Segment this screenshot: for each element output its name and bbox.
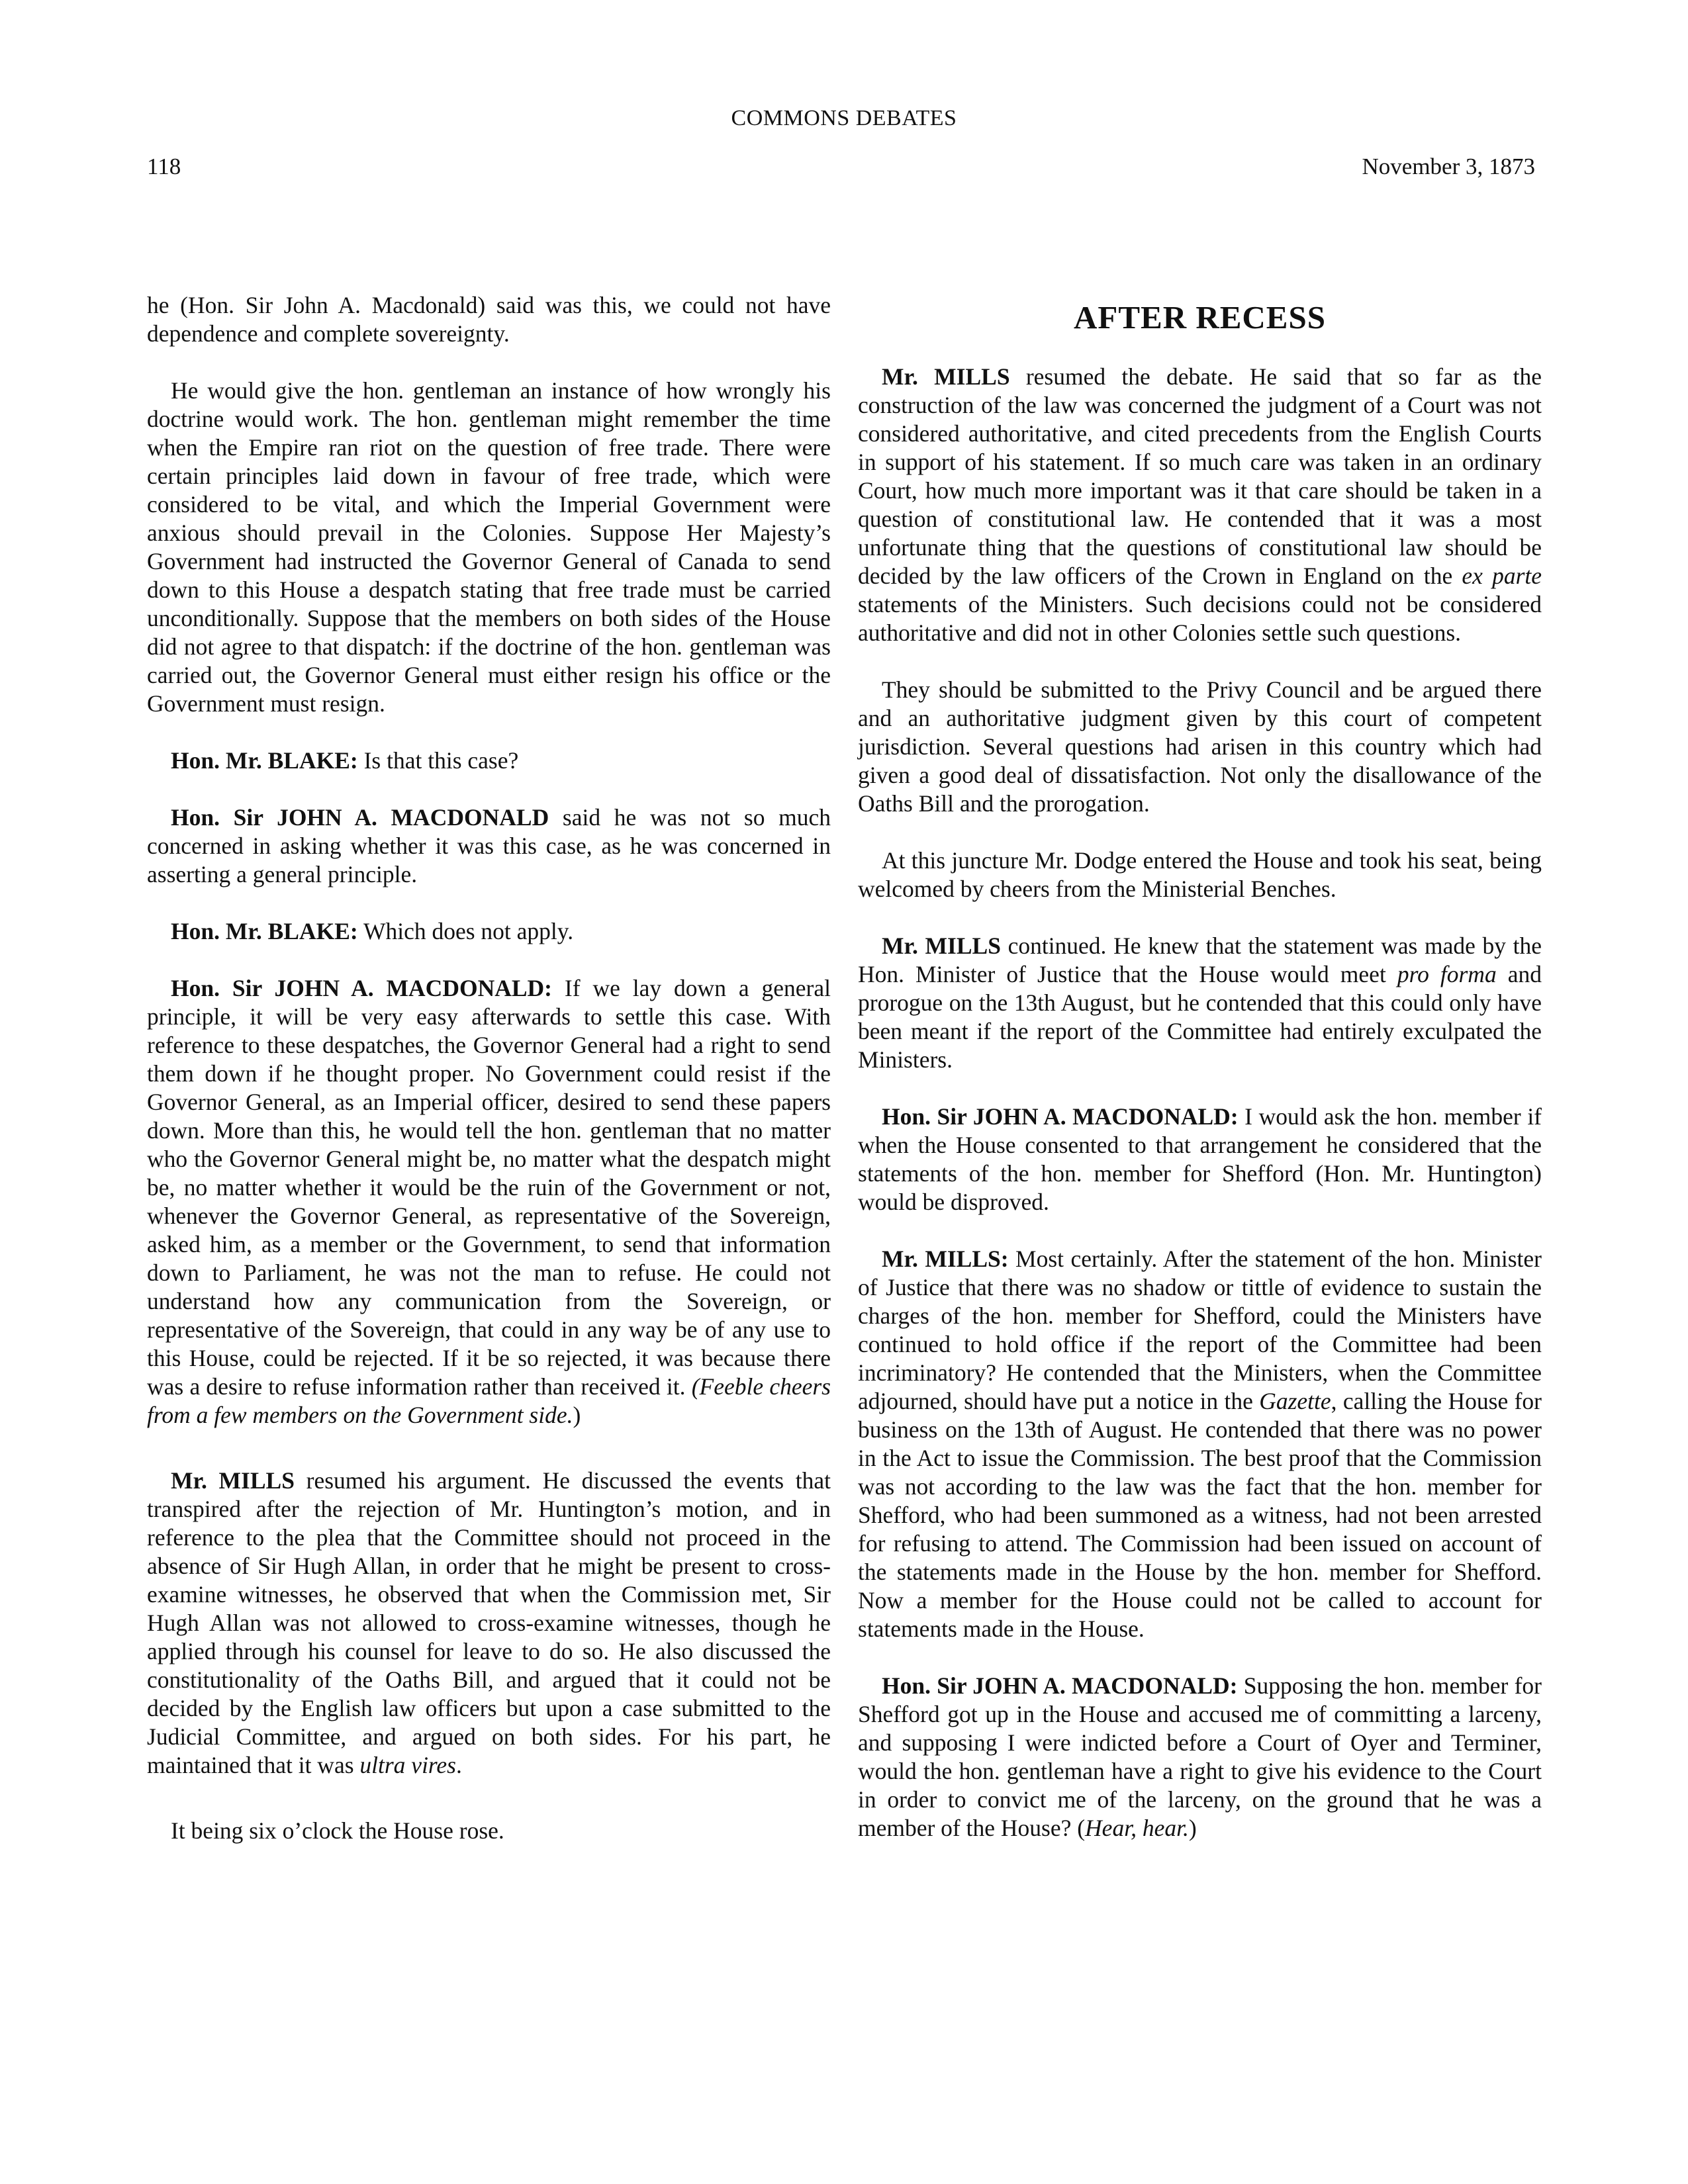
speaker-name: Hon. Sir JOHN A. MACDONALD: bbox=[882, 1672, 1238, 1699]
left-column bbox=[147, 291, 831, 1845]
paragraph-macdonald-principle bbox=[147, 974, 831, 1430]
speech-text: ) bbox=[1188, 1815, 1197, 1841]
speech-text: . bbox=[456, 1752, 462, 1778]
paragraph-blake-remark bbox=[147, 917, 831, 946]
speech-text: resumed the debate. He said that so far as the construction of the law was concerned the judgment of a Court was not considered authoritative, and cited precedents from the English Courts in support of his statement. If so much care was taken in an ordinary Court, how much more important was it that care should be taken in a question of constitutional law. He contended that it was a most unfortunate thing that the questions of constitutional law should be decided by the law officers of the Crown in England on the bbox=[858, 363, 1542, 589]
speech-text: Most certainly. After the statement of the hon. Minister of Justice that there was no shadow or tittle of evidence to sustain the charges of the hon. member for Shefford, could the Ministers have continued to hold office if the report of the Committee had been incriminatory? He contended that the Ministers, when the Committee adjourned, should have put a notice in the bbox=[858, 1246, 1542, 1414]
speech-text: said he was not so much concerned in asking whether it was this case, as he was concerned in asserting a general principle. bbox=[147, 804, 831, 887]
paragraph-mills-continued bbox=[858, 932, 1542, 1074]
paragraph-blake-question bbox=[147, 747, 831, 775]
publication-title: Gazette bbox=[1259, 1388, 1331, 1414]
speaker-name: Mr. MILLS bbox=[882, 363, 1010, 390]
speech-text: resumed his argument. He discussed the events that transpired after the rejection of Mr. Huntington’s motion, and in reference to the plea that the Committee should not proceed in the absence of Sir Hugh Allan, in order that he might be present to cross-examine witnesses, he observed that when the Commission met, Sir Hugh Allan was not allowed to cross-examine witnesses, though he applied through his counsel for leave to do so. He also discussed the constitutionality of the Oaths Bill, and argued that it could not be decided by the English law officers but upon a case submitted to the Judicial Committee, and argued on both sides. For his part, he maintained that it was bbox=[147, 1467, 831, 1778]
paragraph-privy-council: They should be submitted to the Privy Council and be argued there and an authoritative judgment given by this court of competent jurisdiction. Several questions had arisen in this country which had given a good deal of dissatisfaction. Not only the disallowance of the Oaths Bill and the prorogation. bbox=[858, 676, 1542, 817]
paragraph-macdonald-reply bbox=[147, 803, 831, 889]
speaker-name: Hon. Sir JOHN A. MACDONALD: bbox=[171, 975, 552, 1001]
paragraph-free-trade-example: He would give the hon. gentleman an instance of how wrongly his doctrine would work. The hon. gentleman might remember the time when the Empire ran riot on the question of free trade. There were certain principles laid down in favour of free trade, which were considered to be vital, and which the Imperial Government were anxious should prevail in the Colonies. Suppose Her Majesty’s Government had instructed the Governor General of Canada to send down to this House a despatch stating that free trade must be carried unconditionally. Suppose that the members on both sides of the House did not agree to that dispatch: if the doctrine of the hon. gentleman was carried out, the Governor General must either resign his office or the Government must resign. bbox=[147, 377, 831, 717]
stage-direction: (Feeble cheers from a few members on the Government side. bbox=[147, 1373, 831, 1428]
paragraph-continuation: he (Hon. Sir John A. Macdonald) said was this, we could not have dependence and complete sovereignty. bbox=[147, 292, 831, 347]
speaker-name: Mr. MILLS bbox=[882, 933, 1001, 959]
speech-text: statements of the Ministers. Such decisions could not be considered authoritative and did not in other Colonies settle such questions. bbox=[858, 591, 1542, 646]
paragraph-mills-argument bbox=[147, 1467, 831, 1780]
speech-text: ) bbox=[573, 1402, 581, 1428]
right-column bbox=[858, 291, 1542, 1843]
speech-text: If we lay down a general principle, it will be very easy afterwards to settle this case. With reference to these despatches, the Governor General had a right to send them down if he thought proper. No Government could resist if the Governor General, as an Imperial officer, desired to send these papers down. More than this, he would tell the hon. gentleman that no matter who the Governor General might be, no matter what the despatch might be, no matter whether it would be the ruin of the Government or not, whenever the Governor General, as representative of the Sovereign, asked him, as a member or the Government, to send that information down to Parliament, he was not the man to refuse. He could not understand how any communication from the Sovereign, or representative of the Sovereign, that could in any way be of any use to this House, could be rejected. If it be so rejected, it was because there was a desire to refuse information rather than received it. bbox=[147, 975, 831, 1400]
speaker-name: Mr. MILLS bbox=[171, 1467, 295, 1494]
latin-term: pro forma bbox=[1397, 961, 1497, 987]
paragraph-mills-resumed bbox=[858, 363, 1542, 647]
speech-text: I would ask the hon. member if when the House consented to that arrangement he considered that the statements of the hon. member for Shefford (Hon. Mr. Huntington) would be disproved. bbox=[858, 1103, 1542, 1215]
speech-text: Is that this case? bbox=[357, 747, 519, 774]
speech-text: continued. He knew that the statement was made by the Hon. Minister of Justice that the House would meet bbox=[858, 933, 1542, 987]
speaker-name: Hon. Sir JOHN A. MACDONALD bbox=[171, 804, 549, 831]
speaker-name: Hon. Mr. BLAKE: bbox=[171, 918, 358, 944]
speaker-name: Mr. MILLS: bbox=[882, 1246, 1009, 1272]
page-date: November 3, 1873 bbox=[1362, 154, 1535, 179]
paragraph-macdonald-question bbox=[858, 1103, 1542, 1216]
latin-term: ultra vires bbox=[359, 1752, 456, 1778]
speech-text: Supposing the hon. member for Shefford got up in the House and accused me of committing a larceny, and supposing I were indicted before a Court of Oyer and Terminer, would the hon. gentleman have a right to give his evidence to the Court in order to convict me of the larceny, on the ground that he was a member of the House? ( bbox=[858, 1672, 1542, 1841]
running-title: COMMONS DEBATES bbox=[731, 106, 957, 130]
latin-term: ex parte bbox=[1462, 563, 1542, 589]
page-number: 118 bbox=[147, 154, 181, 179]
stage-direction: Hear, hear. bbox=[1085, 1815, 1189, 1841]
paragraph-house-rose: It being six o’clock the House rose. bbox=[171, 1817, 504, 1844]
section-heading: AFTER RECESS bbox=[1074, 299, 1326, 336]
paragraph-mills-answer bbox=[858, 1245, 1542, 1643]
paragraph-dodge-entered: At this juncture Mr. Dodge entered the House and took his seat, being welcomed by cheers from the Ministerial Benches. bbox=[858, 847, 1542, 902]
speaker-name: Hon. Mr. BLAKE: bbox=[171, 747, 358, 774]
speech-text: and prorogue on the 13th August, but he contended that this could only have been meant if the report of the Committee had entirely exculpated the Ministers. bbox=[858, 961, 1542, 1073]
speaker-name: Hon. Sir JOHN A. MACDONALD: bbox=[882, 1103, 1239, 1130]
speech-text: , calling the House for business on the 13th of August. He contended that there was no power in the Act to issue the Commission. The best proof that the Commission was not according to the law was the fact that the hon. member for Shefford, who had been summoned as a witness, had not been arrested for refusing to attend. The Commission had been issued on account of the statements made in the House by the hon. member for Shefford. Now a member for the House could not be called to account for statements made in the House. bbox=[858, 1388, 1542, 1642]
paragraph-macdonald-larceny bbox=[858, 1672, 1542, 1843]
speech-text: Which does not apply. bbox=[357, 918, 574, 944]
